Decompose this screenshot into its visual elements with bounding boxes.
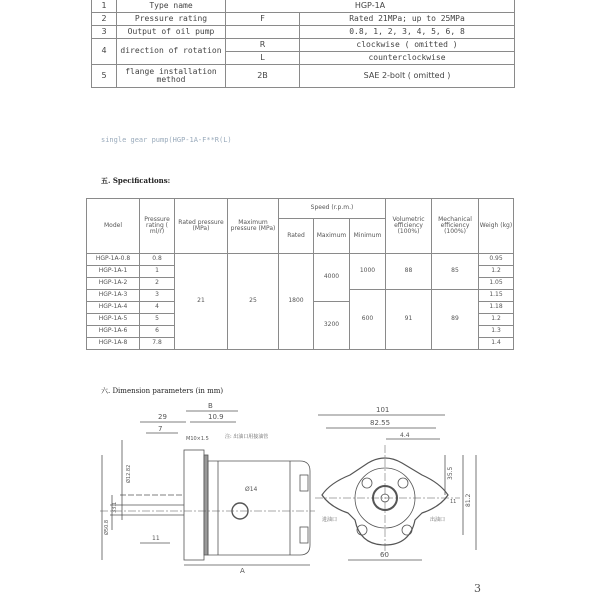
row-value: SAE 2-bolt ( omitted ) [300, 65, 515, 88]
label-35-5: 35.5 [447, 466, 454, 480]
label-port: Ø14 [245, 486, 258, 493]
label-10-9: 10.9 [208, 413, 224, 421]
label-60: 60 [380, 551, 389, 559]
label-11: 11 [450, 499, 457, 505]
header-rated-pressure: Rated pressure (MPa) [175, 199, 228, 254]
label-29: 29 [158, 413, 167, 421]
row-value: HGP-1A [226, 0, 515, 13]
cell-weight: 1.18 [479, 302, 514, 314]
row-number: 3 [92, 26, 117, 39]
cell-weight: 1.3 [479, 326, 514, 338]
header-mech-eff: Mechanical efficiency (100%) [432, 199, 479, 254]
row-label: direction of rotation [117, 39, 226, 65]
row-number: 1 [92, 0, 117, 13]
cell-disp: 1 [140, 266, 175, 278]
cell-disp: 6 [140, 326, 175, 338]
label-note: 注: 出油口用接油管 [225, 434, 269, 440]
pump-body [208, 461, 310, 555]
cell-disp: 7.8 [140, 338, 175, 350]
header-speed-rated: Rated [279, 219, 314, 254]
label-4-4: 4.4 [400, 432, 410, 439]
bolt-hole [362, 478, 372, 488]
cell-model: HGP-1A-3 [87, 290, 140, 302]
label-7: 7 [158, 425, 163, 433]
cell-weight: 0.95 [479, 254, 514, 266]
label-81-2: 81.2 [465, 493, 472, 507]
row-value: Rated 21MPa; up to 25MPa [300, 13, 515, 26]
cell-model: HGP-1A-1 [87, 266, 140, 278]
row-value: counterclockwise [300, 52, 515, 65]
header-weight: Weigh (kg) [479, 199, 514, 254]
row-code: 2B [226, 65, 300, 88]
cell-mech-eff-b: 89 [432, 290, 479, 350]
cell-speed-min-a: 1000 [350, 254, 386, 290]
label-thread: M10×1.5 [186, 436, 209, 442]
side-labels [103, 402, 268, 575]
cell-weight: 1.2 [479, 314, 514, 326]
table-row [92, 0, 515, 13]
dimension-drawing [100, 395, 500, 575]
cell-vol-eff-b: 91 [386, 290, 432, 350]
header-max-pressure: Maximum pressure (MPa) [228, 199, 279, 254]
side-view [100, 411, 315, 565]
label-inlet: 进油口 [322, 517, 338, 523]
cell-model: HGP-1A-2 [87, 278, 140, 290]
table-row [87, 254, 514, 266]
flange-gasket [204, 455, 208, 555]
header-speed: Speed (r.p.m.) [279, 199, 386, 219]
cell-model: HGP-1A-6 [87, 326, 140, 338]
page-number: 3 [474, 582, 481, 595]
cell-mech-eff-a: 85 [432, 254, 479, 290]
dimension-section-title: 六. Dimension parameters (in mm) [101, 387, 224, 395]
table-row [92, 39, 515, 52]
cell-speed-min-b: 600 [350, 290, 386, 350]
spec-section-title: 五. Specifications: [101, 176, 171, 185]
row-code: F [226, 13, 300, 26]
header-speed-min: Minimum [350, 219, 386, 254]
label-50-8: Ø50.8 [104, 519, 110, 535]
header-vol-eff: Volumetric efficiency (100%) [386, 199, 432, 254]
flange [184, 450, 204, 560]
front-view [315, 415, 476, 560]
label-101: 101 [376, 406, 390, 414]
row-label: flange installation method [117, 65, 226, 88]
header-pressure-rating: Pressure rating ( ml/r) [140, 199, 175, 254]
row-label: Output of oil pump [117, 26, 226, 39]
cell-max-pressure: 25 [228, 254, 279, 350]
cell-disp: 0.8 [140, 254, 175, 266]
cell-disp: 5 [140, 314, 175, 326]
row-code: R [226, 39, 300, 52]
bolt-hole [402, 525, 412, 535]
table-row [92, 65, 515, 88]
cell-disp: 2 [140, 278, 175, 290]
options-table [91, 0, 515, 88]
header-speed-max: Maximum [314, 219, 350, 254]
bolt-top [300, 475, 308, 491]
cell-weight: 1.2 [479, 266, 514, 278]
label-82-55: 82.55 [370, 419, 391, 427]
cell-speed-max-a: 4000 [314, 254, 350, 302]
spec-table [86, 198, 514, 350]
cell-rated-pressure: 21 [175, 254, 228, 350]
row-code [226, 26, 300, 39]
row-label: Type name [117, 0, 226, 13]
row-value: 0.8, 1, 2, 3, 4, 5, 6, 8 [300, 26, 515, 39]
label-B: B [208, 402, 213, 410]
cell-weight: 1.05 [479, 278, 514, 290]
cell-model: HGP-1A-5 [87, 314, 140, 326]
row-number: 5 [92, 65, 117, 88]
row-number: 2 [92, 13, 117, 26]
model-caption: single gear pump(HGP-1A-F**R(L) [101, 136, 232, 144]
cell-model: HGP-1A-4 [87, 302, 140, 314]
cell-model: HGP-1A-0.8 [87, 254, 140, 266]
bolt-hole [398, 478, 408, 488]
label-outlet: 出油口 [430, 517, 446, 523]
label-A: A [240, 567, 245, 575]
row-number: 4 [92, 39, 117, 65]
cell-speed-rated: 1800 [279, 254, 314, 350]
cell-weight: 1.4 [479, 338, 514, 350]
row-code: L [226, 52, 300, 65]
cell-disp: 3 [140, 290, 175, 302]
bolt-bottom [300, 527, 308, 543]
cell-weight: 1.15 [479, 290, 514, 302]
label-11: 11 [152, 535, 160, 542]
row-label: Pressure rating [117, 13, 226, 26]
cell-disp: 4 [140, 302, 175, 314]
cell-speed-max-b: 3200 [314, 302, 350, 350]
cell-vol-eff-a: 88 [386, 254, 432, 290]
label-12-82: Ø12.82 [126, 464, 132, 483]
header-row [87, 199, 514, 219]
cell-model: HGP-1A-8 [87, 338, 140, 350]
label-33-1: 33.1 [112, 501, 118, 513]
table-row [92, 13, 515, 26]
front-labels [322, 406, 472, 559]
table-row [92, 26, 515, 39]
row-value: clockwise ( omitted ) [300, 39, 515, 52]
header-model: Model [87, 199, 140, 254]
